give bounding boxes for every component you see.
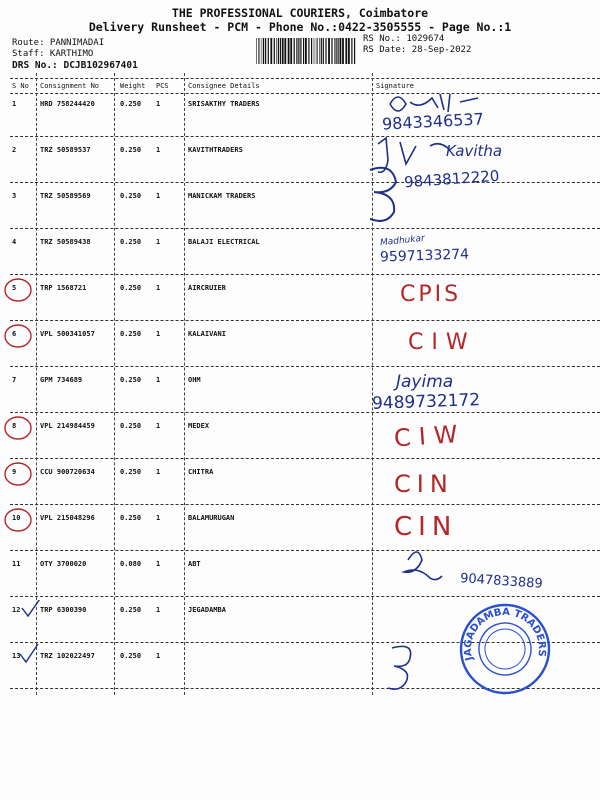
company-name: THE PROFESSIONAL COURIERS, Coimbatore <box>171 6 429 20</box>
row-consignment: GPM 734689 <box>40 376 83 384</box>
barcode-bar <box>260 38 261 64</box>
col-details: Consignee Details <box>188 82 260 90</box>
row-weight: 0.250 <box>120 422 142 430</box>
barcode-bar <box>323 38 324 64</box>
row-pcs: 1 <box>156 468 161 476</box>
barcode-bar <box>263 38 264 64</box>
barcode-bar <box>317 38 318 64</box>
tick-mark <box>22 600 42 616</box>
barcode-bar <box>303 38 304 64</box>
row-sno: 11 <box>12 560 21 568</box>
row-pcs: 1 <box>156 652 161 660</box>
row-sno: 12 <box>12 606 21 614</box>
row-sno: 9 <box>12 468 17 476</box>
row-pcs: 1 <box>156 330 161 338</box>
row-sno: 1 <box>12 100 17 108</box>
column-divider <box>36 73 37 695</box>
barcode-bar <box>276 38 277 64</box>
row-consignee: SRISAKTHY TRADERS <box>188 100 260 108</box>
barcode-bar <box>331 38 332 64</box>
barcode-bar <box>311 38 312 64</box>
barcode-bar <box>325 38 326 64</box>
row-separator <box>10 504 600 505</box>
row-pcs: 1 <box>156 146 161 154</box>
signature-mark: CPIS <box>400 282 462 307</box>
barcode-bar <box>258 38 259 64</box>
barcode-bar <box>336 38 337 64</box>
barcode-bar <box>345 38 347 64</box>
barcode-bar <box>262 38 263 64</box>
row-sno: 4 <box>12 238 17 246</box>
row-separator <box>10 688 600 689</box>
circle-marks <box>0 270 40 540</box>
barcode-bar <box>274 38 275 64</box>
circle-mark <box>5 463 31 485</box>
runsheet-meta <box>363 34 471 56</box>
signature-phone: 9843346537 <box>381 109 485 134</box>
row-separator <box>10 366 600 367</box>
document-title <box>0 6 600 34</box>
row-separator <box>10 182 600 183</box>
row-pcs: 1 <box>156 100 161 108</box>
signature-name: Kavitha <box>446 142 503 160</box>
row-pcs: 1 <box>156 284 161 292</box>
column-divider <box>372 73 373 695</box>
row-weight: 0.250 <box>120 468 142 476</box>
col-weight: Weight <box>120 82 146 90</box>
signature-scribble <box>378 138 450 172</box>
signature-phone: 9843812220 <box>403 166 500 192</box>
column-divider <box>114 73 115 695</box>
runsheet-title: Delivery Runsheet - PCM - Phone No.:0422-3505555 - Page No.:1 <box>88 20 512 34</box>
route-info <box>12 38 138 71</box>
barcode-bar <box>314 38 315 64</box>
barcode-bar <box>265 38 266 64</box>
row-pcs: 1 <box>156 606 161 614</box>
row-weight: 0.080 <box>120 560 142 568</box>
rs-date: RS Date: 28-Sep-2022 <box>363 45 472 55</box>
row-pcs: 1 <box>156 422 161 430</box>
circle-mark <box>5 279 31 301</box>
company-stamp <box>455 602 555 696</box>
signature-mark: CIN <box>394 470 454 498</box>
barcode-bar <box>300 38 301 64</box>
row-consignment: OTY 3700020 <box>40 560 87 568</box>
row-consignee: BALAJI ELECTRICAL <box>188 238 260 246</box>
row-pcs: 1 <box>156 514 161 522</box>
row-sno: 5 <box>12 284 17 292</box>
row-consignment: TRZ 50589438 <box>40 238 91 246</box>
barcode-bar <box>342 38 344 64</box>
barcode-bar <box>256 38 257 64</box>
row-separator <box>10 274 600 275</box>
circle-mark <box>5 325 31 347</box>
row-consignment: TRZ 50589537 <box>40 146 91 154</box>
barcode-bar <box>268 38 269 64</box>
row-pcs: 1 <box>156 192 161 200</box>
drs-number: DRS No.: DCJB102967401 <box>12 60 138 71</box>
signature-name: Madhukar <box>379 233 426 249</box>
row-consignment: TRP 6300390 <box>40 606 87 614</box>
row-separator <box>10 458 600 459</box>
signature-phone: 9489732172 <box>371 390 481 414</box>
row-consignment: TRZ 102022497 <box>40 652 95 660</box>
signature-mark: CIW <box>408 330 476 355</box>
row-separator <box>10 136 600 137</box>
row-weight: 0.250 <box>120 376 142 384</box>
barcode-bar <box>270 38 272 64</box>
row-separator <box>10 412 600 413</box>
signature-scribble <box>370 646 411 689</box>
barcode-bar <box>338 38 339 64</box>
row-separator <box>10 550 600 551</box>
row-pcs: 1 <box>156 376 161 384</box>
row-consignee: CHITRA <box>188 468 214 476</box>
barcode-bar <box>354 38 355 64</box>
route-label: Route: PANNIMADAI <box>12 38 105 48</box>
rs-number: RS No.: 1029674 <box>363 34 445 44</box>
row-consignment: VPL 500341057 <box>40 330 95 338</box>
barcode-bar <box>351 38 352 64</box>
row-weight: 0.250 <box>120 146 142 154</box>
row-pcs: 1 <box>156 560 161 568</box>
row-pcs: 1 <box>156 238 161 246</box>
row-weight: 0.250 <box>120 284 142 292</box>
column-divider <box>184 73 185 695</box>
row-separator <box>10 228 600 229</box>
barcode-bar <box>280 38 281 64</box>
staff-label: Staff: KARTHIMO <box>12 49 94 59</box>
row-weight: 0.250 <box>120 238 142 246</box>
row-consignee: AIRCRUIER <box>188 284 226 292</box>
row-sno: 3 <box>12 192 17 200</box>
barcode-bar <box>316 38 317 64</box>
barcode-bar <box>284 38 286 64</box>
row-consignee: MANICKAM TRADERS <box>188 192 256 200</box>
row-consignee: KAVITHTRADERS <box>188 146 243 154</box>
barcode-bar <box>298 38 299 64</box>
signature-phone: 9047833889 <box>459 571 544 592</box>
row-consignee: MEDEX <box>188 422 210 430</box>
row-weight: 0.250 <box>120 514 142 522</box>
row-sno: 2 <box>12 146 17 154</box>
signature-mark: CIW <box>393 419 467 453</box>
barcode-bar <box>308 38 309 64</box>
row-sno: 8 <box>12 422 17 430</box>
col-consignment: Consignment No <box>40 82 100 90</box>
row-sno: 7 <box>12 376 17 384</box>
row-separator <box>10 642 600 643</box>
col-signature: Signature <box>376 82 414 90</box>
row-separator <box>10 320 600 321</box>
barcode-bar <box>340 38 342 64</box>
row-consignee: JEGADAMBA <box>188 606 226 614</box>
barcode <box>256 38 356 64</box>
row-weight: 0.250 <box>120 192 142 200</box>
row-weight: 0.250 <box>120 652 142 660</box>
signature-mark: CIN <box>394 512 458 542</box>
table-header <box>10 78 600 94</box>
row-consignee: BALAMURUGAN <box>188 514 235 522</box>
row-separator <box>10 596 600 597</box>
barcode-bar <box>288 38 290 64</box>
signature-name: Jayima <box>396 372 454 392</box>
barcode-bar <box>305 38 307 64</box>
row-consignment: VPL 214984459 <box>40 422 95 430</box>
barcode-bar <box>328 38 330 64</box>
barcode-bar <box>294 38 295 64</box>
row-weight: 0.250 <box>120 606 142 614</box>
signature-overlay <box>370 84 595 694</box>
row-weight: 0.250 <box>120 330 142 338</box>
signature-scribble <box>404 552 442 580</box>
row-consignment: TRZ 50589569 <box>40 192 91 200</box>
barcode-bar <box>278 38 279 64</box>
row-consignee: OHM <box>188 376 201 384</box>
row-sno: 13 <box>12 652 21 660</box>
row-consignee: KALAIVANI <box>188 330 226 338</box>
col-sno: S No <box>12 82 29 90</box>
svg-text:JAGADAMBA TRADERS: JAGADAMBA TRADERS <box>462 606 548 662</box>
row-weight: 0.250 <box>120 100 142 108</box>
signature-scribble <box>390 94 478 112</box>
barcode-bar <box>282 38 284 64</box>
barcode-bar <box>290 38 292 64</box>
signature-phone: 9597133274 <box>379 246 470 266</box>
row-consignee: ABT <box>188 560 201 568</box>
barcode-bar <box>321 38 322 64</box>
row-consignment: HRD 758244420 <box>40 100 95 108</box>
row-sno: 6 <box>12 330 17 338</box>
row-consignment: TRP 1568721 <box>40 284 87 292</box>
row-sno: 10 <box>12 514 21 522</box>
circle-mark <box>5 417 31 439</box>
signature-scribble <box>370 168 396 224</box>
col-pcs: PCS <box>156 82 169 90</box>
barcode-bar <box>348 38 350 64</box>
barcode-bar <box>296 38 297 64</box>
row-consignment: VPL 215048296 <box>40 514 95 522</box>
barcode-bar <box>334 38 335 64</box>
row-consignment: CCU 900720634 <box>40 468 95 476</box>
barcode-bar <box>319 38 320 64</box>
